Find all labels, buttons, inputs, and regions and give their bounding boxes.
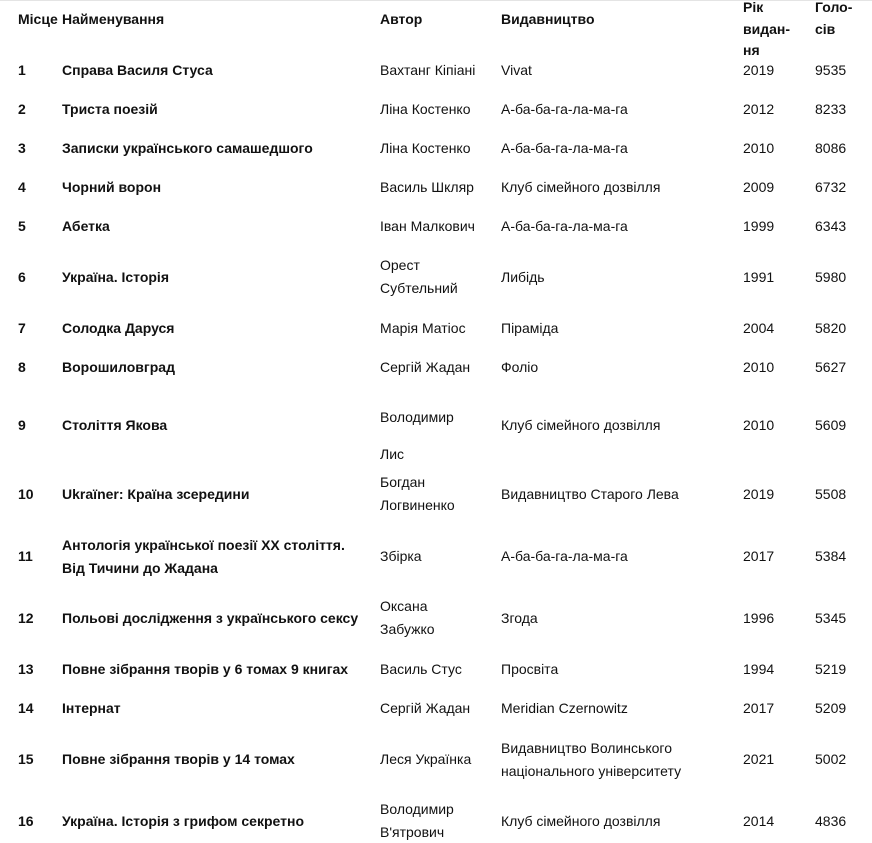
row-publisher: А-ба-ба-га-ла-ма-га	[501, 218, 628, 234]
row-votes: 5384	[815, 548, 847, 564]
row-votes: 5820	[815, 320, 847, 336]
header-year-line1: Рік	[743, 0, 764, 15]
row-publisher: А-ба-ба-га-ла-ма-га	[501, 101, 628, 117]
row-author-line2: Лис	[380, 446, 405, 462]
row-year: 2012	[743, 101, 775, 117]
row-year: 2021	[743, 751, 775, 767]
header-votes-line2: сів	[815, 21, 836, 37]
row-place: 12	[18, 610, 34, 626]
row-votes: 8233	[815, 101, 847, 117]
row-author: Леся Українка	[380, 751, 472, 767]
row-title: Справа Василя Стуса	[62, 62, 213, 78]
row-place: 13	[18, 661, 34, 677]
row-author: Богдан	[380, 474, 426, 490]
row-title: Інтернат	[62, 700, 121, 716]
row-title: Польові дослідження з українського сексу	[62, 610, 359, 626]
row-year: 1996	[743, 610, 775, 626]
row-title: Україна. Історія	[62, 269, 169, 285]
row-publisher: Видавництво Старого Лева	[501, 486, 679, 502]
row-title: Повне зібрання творів у 6 томах 9 книгах	[62, 661, 349, 677]
row-votes: 5345	[815, 610, 847, 626]
row-publisher: Клуб сімейного дозвілля	[501, 813, 661, 829]
row-title: Ворошиловград	[62, 359, 175, 375]
row-place: 4	[18, 179, 26, 195]
row-year: 2014	[743, 813, 775, 829]
row-publisher: Фоліо	[501, 359, 539, 375]
row-year: 2010	[743, 417, 775, 433]
row-author: Сергій Жадан	[380, 359, 471, 375]
row-year: 1994	[743, 661, 775, 677]
row-author: Марія Матіос	[380, 320, 466, 336]
row-votes: 5609	[815, 417, 847, 433]
row-author: Василь Шкляр	[380, 179, 474, 195]
row-votes: 5002	[815, 751, 847, 767]
row-author: Орест	[380, 257, 420, 273]
row-author-line2: Логвиненко	[380, 497, 455, 513]
row-title: Україна. Історія з грифом секретно	[62, 813, 304, 829]
row-place: 11	[18, 548, 33, 564]
row-place: 8	[18, 359, 26, 375]
row-votes: 5219	[815, 661, 847, 677]
row-title: Повне зібрання творів у 14 томах	[62, 751, 295, 767]
row-votes: 6343	[815, 218, 847, 234]
row-votes: 8086	[815, 140, 847, 156]
row-title: Ukraїner: Країна зсередини	[62, 486, 250, 502]
row-publisher: А-ба-ба-га-ла-ма-га	[501, 548, 628, 564]
row-place: 16	[18, 813, 34, 829]
row-publisher: Клуб сімейного дозвілля	[501, 179, 661, 195]
row-author: Володимир	[380, 801, 454, 817]
row-title: Століття Якова	[62, 417, 168, 433]
row-publisher: Либідь	[501, 269, 545, 285]
row-author-line2: Субтельний	[380, 280, 458, 296]
row-title: Солодка Даруся	[62, 320, 175, 336]
row-year: 2019	[743, 62, 775, 78]
row-votes: 5508	[815, 486, 847, 502]
row-votes: 6732	[815, 179, 847, 195]
row-place: 3	[18, 140, 26, 156]
row-year: 2009	[743, 179, 775, 195]
row-year: 2019	[743, 486, 775, 502]
row-author: Вахтанг Кіпіані	[380, 62, 476, 78]
row-author-line2: В'ятрович	[380, 824, 445, 840]
row-votes: 5209	[815, 700, 847, 716]
row-author: Іван Малкович	[380, 218, 475, 234]
row-place: 9	[18, 417, 26, 433]
row-place: 14	[18, 700, 34, 716]
header-author: Автор	[380, 11, 423, 27]
row-year: 2010	[743, 359, 775, 375]
row-place: 5	[18, 218, 26, 234]
header-votes-line1: Голо-	[815, 0, 853, 15]
row-publisher: А-ба-ба-га-ла-ма-га	[501, 140, 628, 156]
row-author: Збірка	[380, 548, 422, 564]
header-year-line2: видан-ня	[743, 21, 791, 58]
row-author: Ліна Костенко	[380, 101, 471, 117]
top-divider	[0, 0, 872, 1]
header-publisher: Видавництво	[501, 11, 595, 27]
row-publisher: Просвіта	[501, 661, 559, 677]
row-title: Антологія української поезії ХХ століття.	[62, 537, 345, 553]
row-votes: 5627	[815, 359, 847, 375]
row-author-line2: Забужко	[380, 621, 435, 637]
row-title-line2: Від Тичини до Жадана	[62, 560, 218, 576]
row-title: Триста поезій	[62, 101, 158, 117]
row-year: 2017	[743, 700, 775, 716]
row-publisher-line2: національного університету	[501, 763, 682, 779]
header-title: Найменування	[62, 11, 165, 27]
row-year: 2017	[743, 548, 775, 564]
row-votes: 4836	[815, 813, 847, 829]
row-place: 7	[18, 320, 26, 336]
row-author: Ліна Костенко	[380, 140, 471, 156]
row-author: Володимир	[380, 409, 454, 425]
row-title: Записки українського самашедшого	[62, 140, 313, 156]
row-title: Абетка	[62, 218, 110, 234]
row-place: 2	[18, 101, 26, 117]
row-publisher: Згода	[501, 610, 538, 626]
row-place: 10	[18, 486, 34, 502]
row-publisher: Meridian Czernowitz	[501, 700, 628, 716]
row-place: 6	[18, 269, 26, 285]
row-year: 1991	[743, 269, 775, 285]
row-publisher: Видавництво Волинського	[501, 740, 672, 756]
row-author: Сергій Жадан	[380, 700, 471, 716]
row-author: Оксана	[380, 598, 428, 614]
row-place: 1	[18, 62, 26, 78]
row-votes: 5980	[815, 269, 847, 285]
header-place: Місце	[18, 11, 58, 27]
row-year: 2004	[743, 320, 775, 336]
row-title: Чорний ворон	[62, 179, 162, 195]
row-year: 1999	[743, 218, 775, 234]
row-publisher: Vivat	[501, 62, 532, 78]
row-place: 15	[18, 751, 34, 767]
row-author: Василь Стус	[380, 661, 462, 677]
row-votes: 9535	[815, 62, 847, 78]
row-publisher: Піраміда	[501, 320, 559, 336]
row-publisher: Клуб сімейного дозвілля	[501, 417, 661, 433]
row-year: 2010	[743, 140, 775, 156]
